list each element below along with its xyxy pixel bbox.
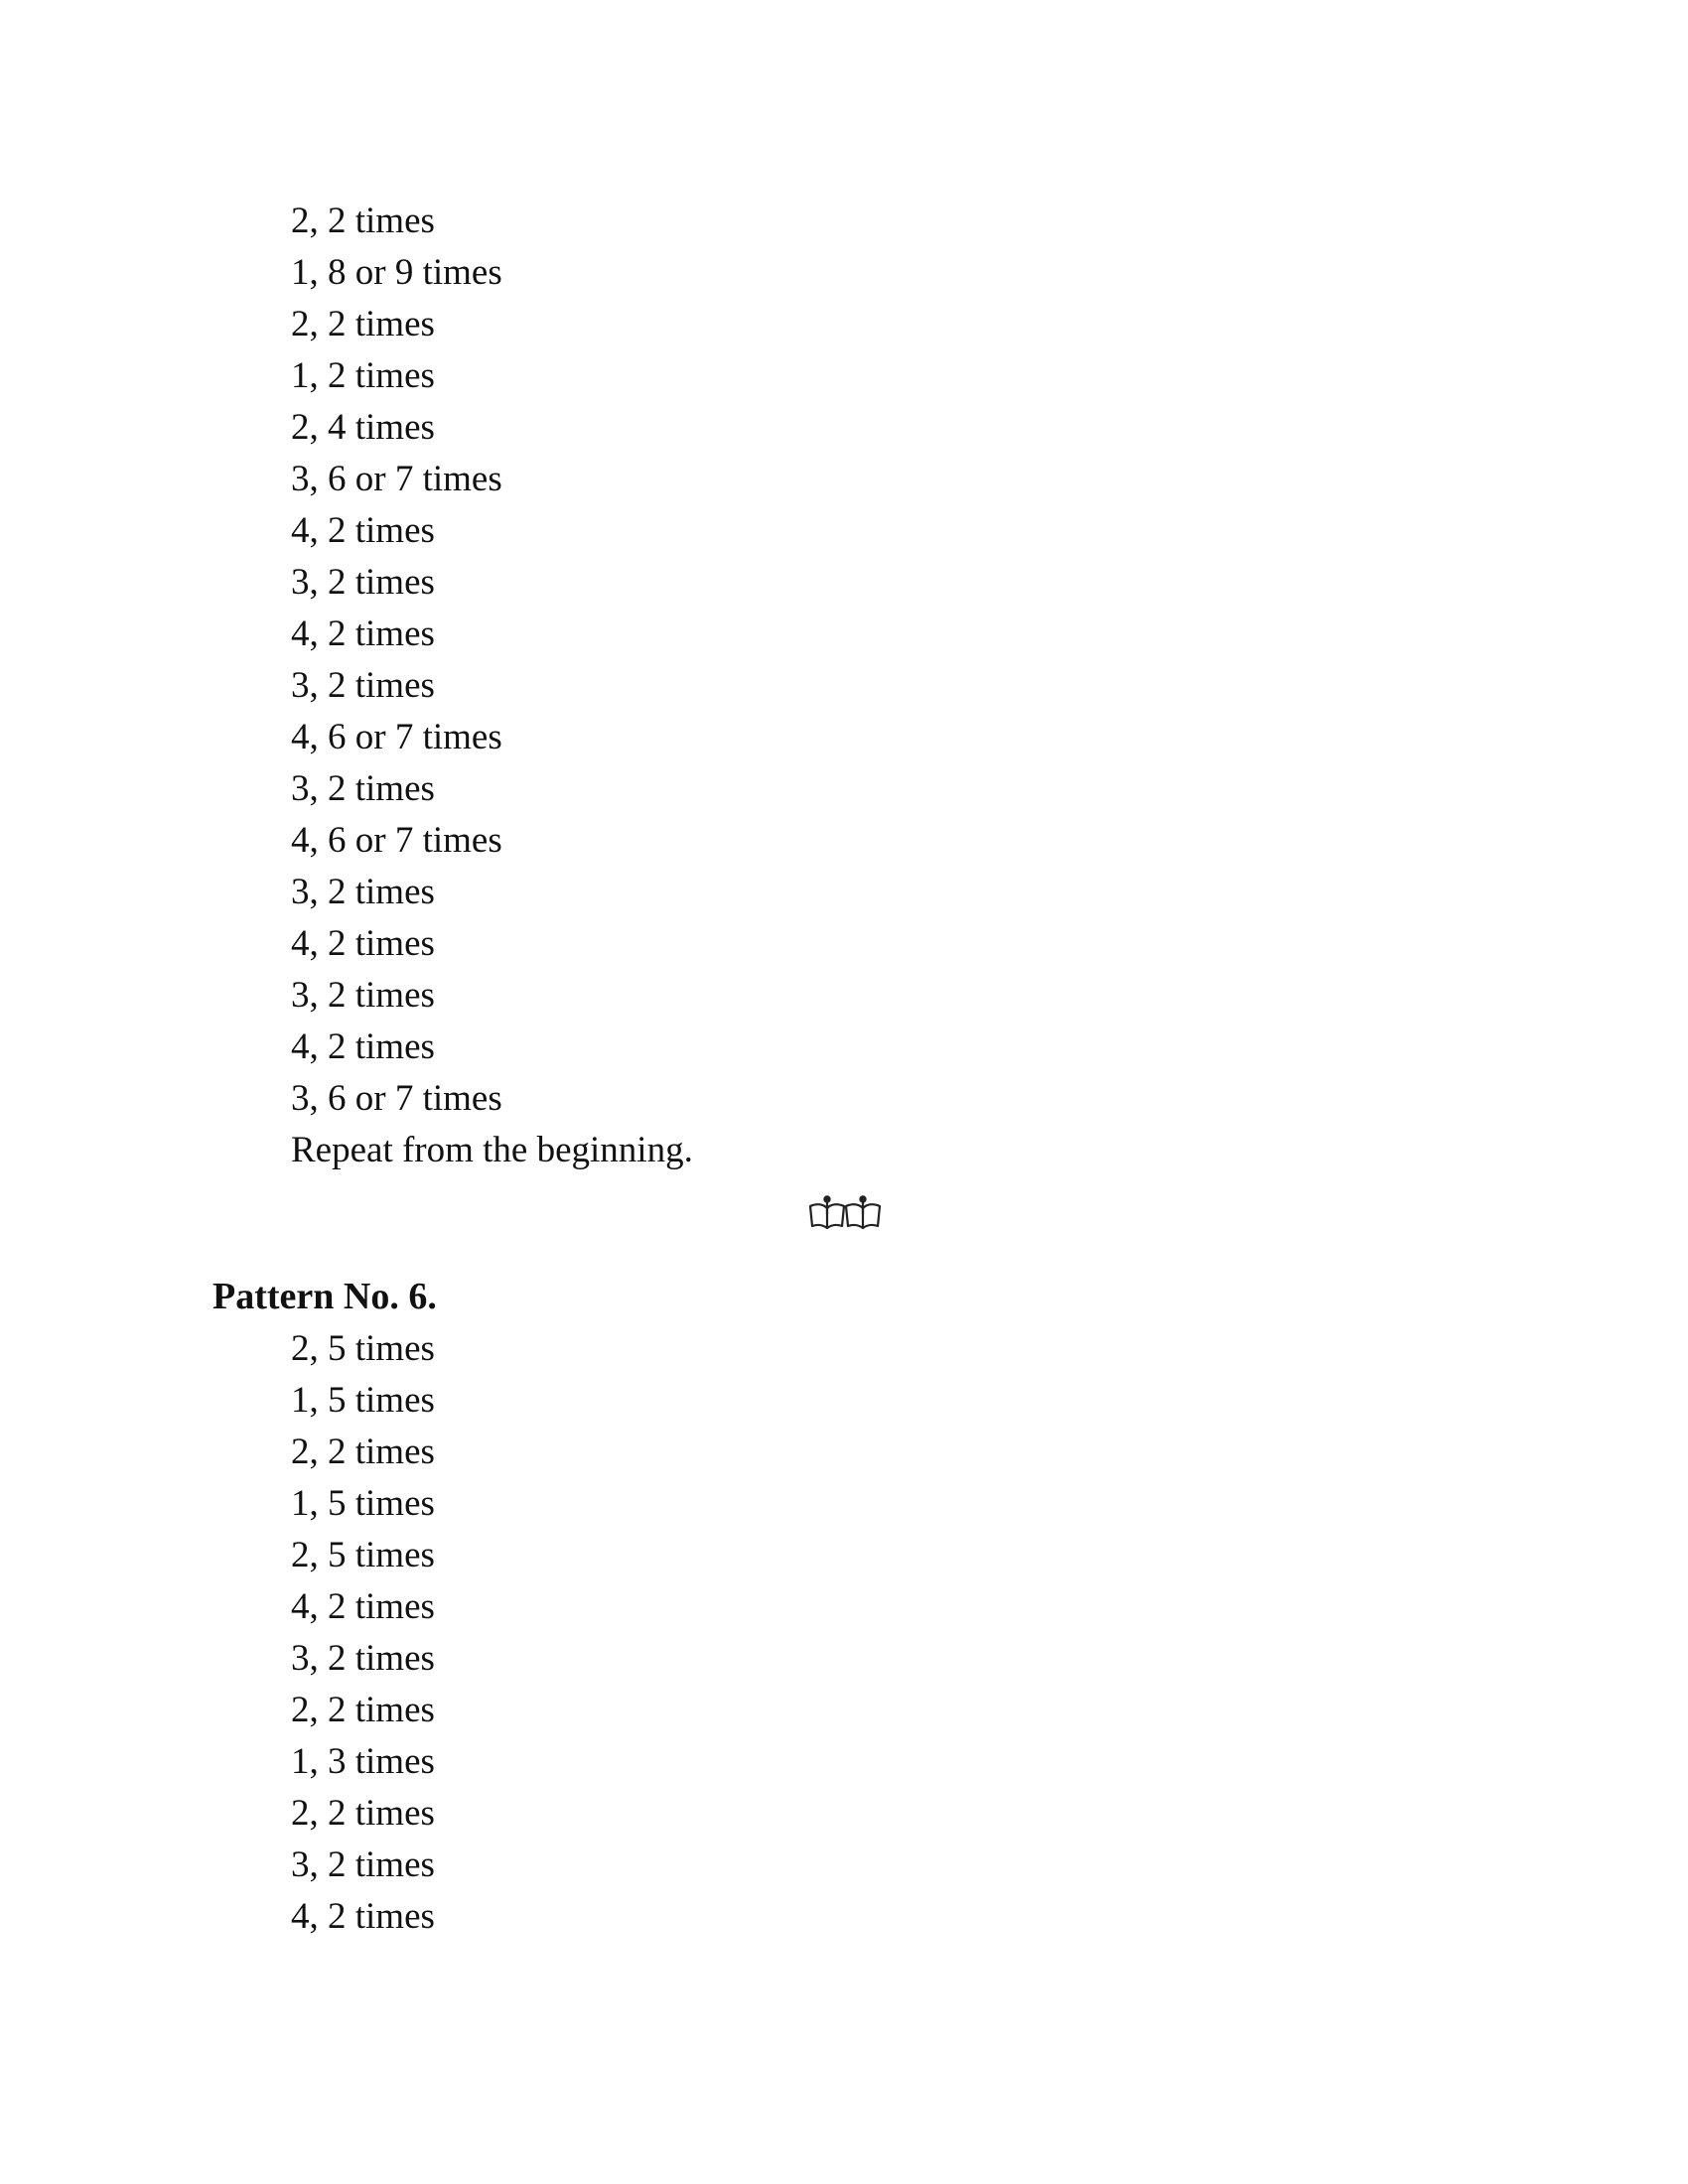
- instruction-line: 4, 2 times: [291, 510, 435, 551]
- instruction-line: 3, 6 or 7 times: [291, 1078, 502, 1119]
- instruction-line: 3, 2 times: [291, 1638, 435, 1679]
- pattern-6-instructions: [291, 1323, 435, 1943]
- instruction-line: 4, 2 times: [291, 1586, 435, 1627]
- instruction-line: 3, 6 or 7 times: [291, 459, 502, 499]
- instruction-line: 4, 6 or 7 times: [291, 717, 502, 757]
- instruction-line: 2, 2 times: [291, 1793, 435, 1834]
- instruction-line: 3, 2 times: [291, 975, 435, 1016]
- instruction-line: 2, 2 times: [291, 1432, 435, 1472]
- instruction-line: 1, 5 times: [291, 1380, 435, 1421]
- pattern-instructions-continued: [291, 196, 693, 1176]
- instruction-line: 2, 2 times: [291, 304, 435, 344]
- instruction-line: 4, 6 or 7 times: [291, 820, 502, 861]
- instruction-line: 3, 2 times: [291, 1844, 435, 1885]
- instruction-line: 4, 2 times: [291, 614, 435, 654]
- instruction-line: 2, 5 times: [291, 1328, 435, 1369]
- instruction-line: 1, 3 times: [291, 1741, 435, 1782]
- instruction-line: 2, 5 times: [291, 1535, 435, 1575]
- instruction-line: 1, 8 or 9 times: [291, 252, 502, 293]
- instruction-line: 3, 2 times: [291, 872, 435, 912]
- open-books-ornament-icon: [807, 1194, 883, 1234]
- instruction-line: 1, 2 times: [291, 355, 435, 396]
- instruction-line: 2, 2 times: [291, 1690, 435, 1730]
- instruction-line: 4, 2 times: [291, 1026, 435, 1067]
- instruction-line: 2, 4 times: [291, 407, 435, 448]
- instruction-line: 3, 2 times: [291, 562, 435, 603]
- instruction-line: 4, 2 times: [291, 1896, 435, 1937]
- instruction-line: 1, 5 times: [291, 1483, 435, 1524]
- instruction-line: 4, 2 times: [291, 923, 435, 964]
- instruction-line: 2, 2 times: [291, 201, 435, 241]
- instruction-line: 3, 2 times: [291, 768, 435, 809]
- repeat-instruction: Repeat from the beginning.: [291, 1130, 693, 1170]
- pattern-heading: Pattern No. 6.: [212, 1276, 437, 1317]
- instruction-line: 3, 2 times: [291, 665, 435, 706]
